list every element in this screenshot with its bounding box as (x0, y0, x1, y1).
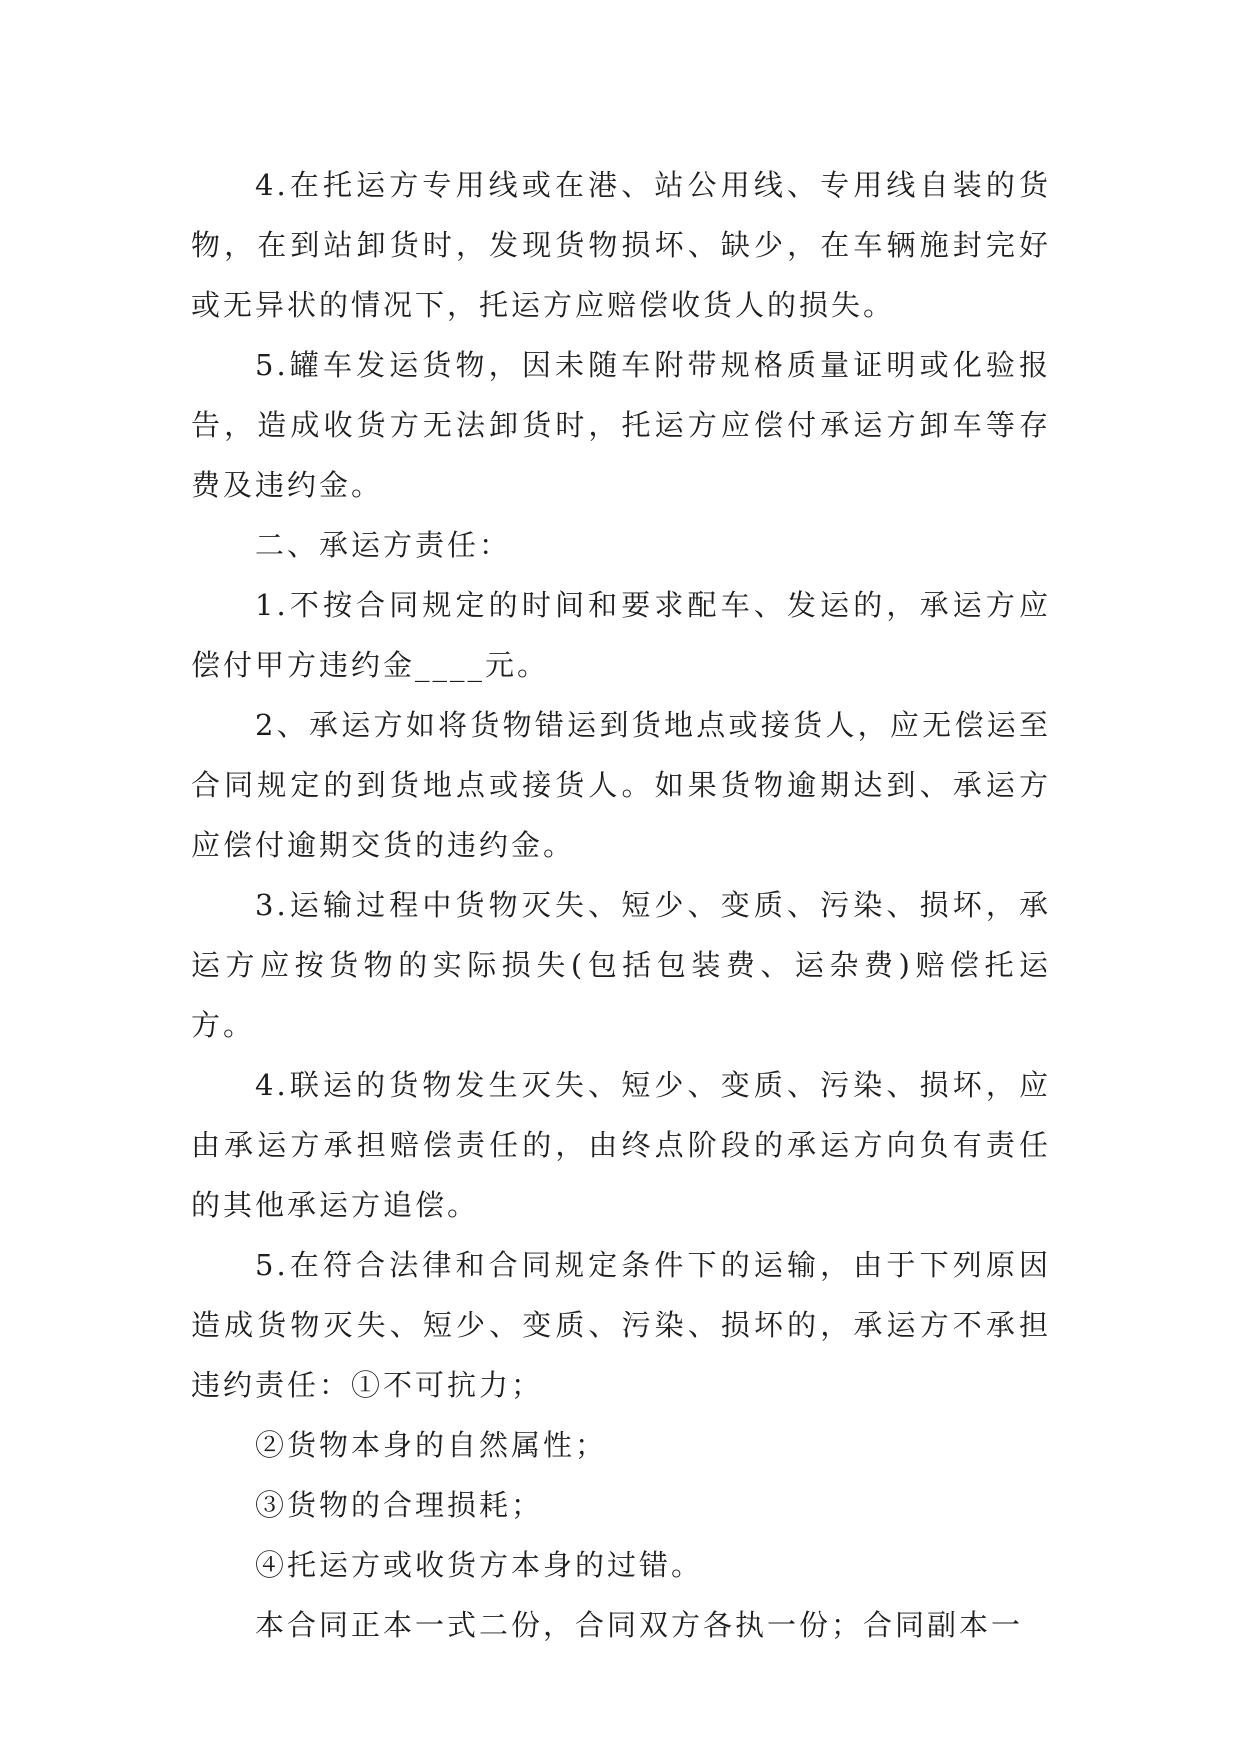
paragraph-carrier-liability-4: 4.联运的货物发生灭失、短少、变质、污染、损坏，应由承运方承担赔偿责任的，由终点阶段的承运方向负有责任的其他承运方追偿。 (191, 1068, 1051, 1222)
paragraph-contract-copies: 本合同正本一式二份，合同双方各执一份；合同副本一 (255, 1608, 1024, 1642)
list-item-reasonable-loss: ③货物的合理损耗； (255, 1488, 544, 1522)
paragraph-carrier-liability-3: 3.运输过程中货物灭失、短少、变质、污染、损坏，承运方应按货物的实际损失(包括包装费、运杂费)赔偿托运方。 (191, 888, 1051, 1042)
paragraph-carrier-liability-5: 5.在符合法律和合同规定条件下的运输，由于下列原因造成货物灭失、短少、变质、污染、损坏的，承运方不承担违约责任：①不可抗力； (191, 1248, 1051, 1402)
list-item-party-fault: ④托运方或收货方本身的过错。 (255, 1548, 704, 1582)
document-body (191, 155, 1051, 1655)
paragraph-carrier-liability-1: 1.不按合同规定的时间和要求配车、发运的，承运方应偿付甲方违约金____元。 (191, 588, 1051, 682)
section-heading-carrier-liability: 二、承运方责任： (255, 528, 512, 562)
paragraph-consignor-liability-4: 4.在托运方专用线或在港、站公用线、专用线自装的货物，在到站卸货时，发现货物损坏、缺少，在车辆施封完好或无异状的情况下，托运方应赔偿收货人的损失。 (191, 168, 1051, 322)
paragraph-consignor-liability-5: 5.罐车发运货物，因未随车附带规格质量证明或化验报告，造成收货方无法卸货时，托运方应偿付承运方卸车等存费及违约金。 (191, 348, 1051, 502)
paragraph-carrier-liability-2: 2、承运方如将货物错运到货地点或接货人，应无偿运至合同规定的到货地点或接货人。如果货物逾期达到、承运方应偿付逾期交货的违约金。 (191, 708, 1051, 862)
list-item-natural-properties: ②货物本身的自然属性； (255, 1428, 608, 1462)
